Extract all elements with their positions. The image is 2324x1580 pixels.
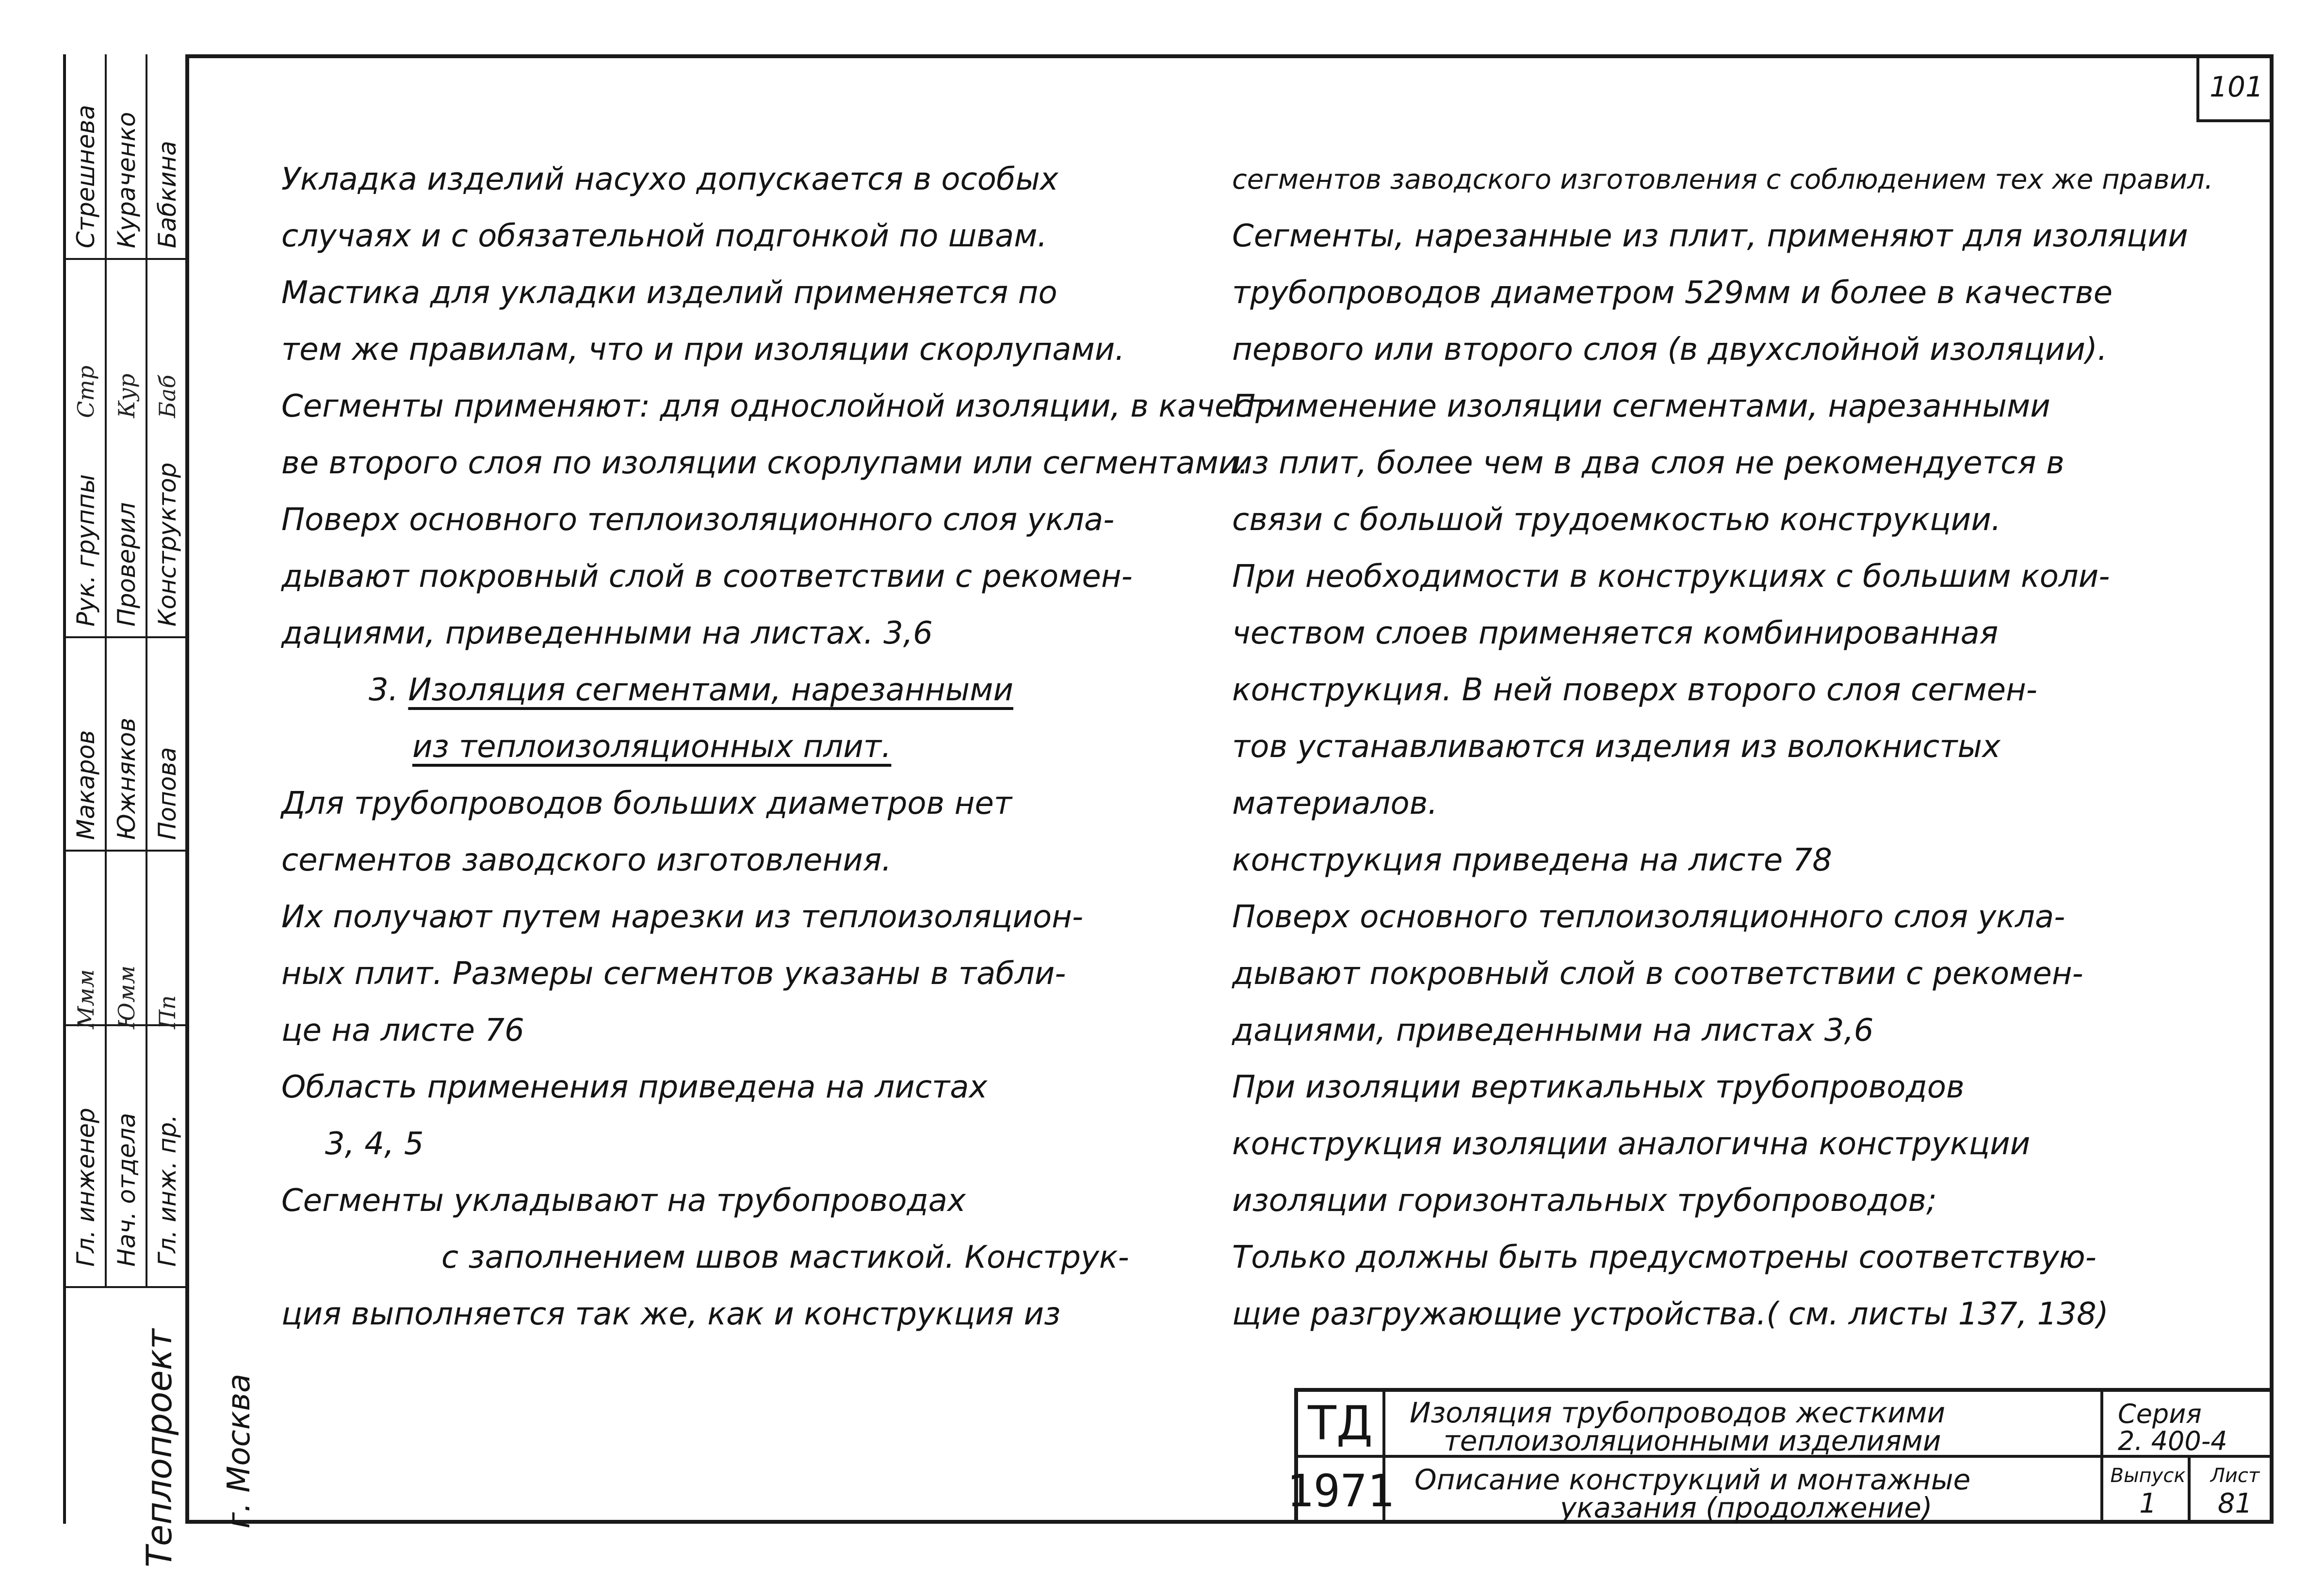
stamp-name: Попова: [153, 747, 181, 840]
stamp-role: Конструктор: [153, 462, 181, 627]
text-line: конструкция изоляции аналогична конструкции: [1232, 1126, 2031, 1162]
issue-label: Выпуск: [2110, 1465, 2186, 1487]
sheet-value: 81: [2217, 1488, 2253, 1519]
text-line: ция выполняется так же, как и конструкция из: [281, 1296, 1061, 1332]
text-line: случаях и с обязательной подгонкой по швам.: [281, 218, 1047, 254]
text-line: Мастика для укладки изделий применяется по: [281, 275, 1057, 311]
title-line-2: теплоизоляционными изделиями: [1444, 1424, 1941, 1457]
text-line: дывают покровный слой в соответствии с рекомен-: [281, 559, 1133, 595]
text-line: При необходимости в конструкциях с большим коли-: [1232, 559, 2110, 595]
left-text-column: [281, 151, 1280, 1343]
text-line: дывают покровный слой в соответствии с рекомен-: [1232, 956, 2083, 992]
document-year: 1971: [1298, 1458, 1385, 1524]
stamp-role: Нач. отдела: [113, 1112, 141, 1267]
text-line: ных плит. Размеры сегментов указаны в табли-: [281, 956, 1066, 992]
text-line: ве второго слоя по изоляции скорлупами или сегментами.: [281, 445, 1249, 481]
stamp-name: Макаров: [72, 730, 100, 840]
stamp-name: Кураченко: [113, 112, 141, 248]
signature: Баб: [154, 374, 180, 418]
stamp-divider: [66, 1286, 188, 1288]
text-line: Для трубопроводов больших диаметров нет: [281, 786, 1012, 822]
stamp-divider: [66, 258, 188, 260]
text-line: конструкция. В ней поверх второго слоя сегмен-: [1232, 672, 2037, 708]
text-line: Сегменты применяют: для однослойной изоляции, в качест-: [281, 388, 1280, 424]
stamp-role: Гл. инж. пр.: [153, 1114, 181, 1267]
stamp-role: Проверил: [113, 502, 141, 627]
section-title-line2: из теплоизоляционных плит.: [412, 729, 892, 765]
stamp-role: Гл. инженер: [72, 1108, 100, 1267]
text-line: сегментов заводского изготовления с соблюдением тех же правил.: [1232, 164, 2213, 195]
text-line: дациями, приведенными на листах. 3,6: [281, 615, 933, 651]
text-line: из плит, более чем в два слоя не рекомендуется в: [1232, 445, 2064, 481]
sheet-cell: [2191, 1458, 2274, 1524]
stamp-name: Стрешнева: [72, 105, 100, 248]
stamp-name: Бабкина: [153, 141, 181, 248]
section-title-line1: Изоляция сегментами, нарезанными: [408, 672, 1014, 708]
stamp-role: Рук. группы: [72, 474, 100, 627]
signature: Стр: [73, 365, 99, 418]
series-cell: [2103, 1392, 2274, 1458]
stamp-divider: [66, 636, 188, 638]
document-subtitle: [1385, 1458, 2103, 1524]
title-block: [1286, 1388, 2274, 1524]
text-line: материалов.: [1232, 786, 1438, 822]
text-line: щие разгружающие устройства.( см. листы 137, 138): [1232, 1296, 2109, 1332]
text-line: связи с большой трудоемкостью конструкции.: [1232, 502, 2001, 538]
text-line: 3, 4, 5: [325, 1126, 424, 1162]
title-line-1: Изоляция трубопроводов жесткими: [1410, 1396, 1946, 1429]
text-line: сегментов заводского изготовления.: [281, 842, 892, 878]
text-line: Область применения приведена на листах: [281, 1069, 988, 1105]
signature: Кур: [114, 373, 140, 418]
signature: Ммм: [73, 969, 99, 1029]
text-line: чеством слоев применяется комбинированная: [1232, 615, 1999, 651]
section-number: 3.: [369, 672, 399, 708]
approval-stamp: [63, 54, 257, 1567]
issue-cell: [2103, 1458, 2191, 1524]
text-line: с заполнением швов мастикой. Конструк-: [441, 1240, 1129, 1275]
text-line: дациями, приведенными на листах 3,6: [1232, 1013, 1874, 1048]
stamp-name: Южняков: [113, 717, 141, 840]
text-line: первого или второго слоя (в двухслойной изоляции).: [1232, 332, 2108, 368]
text-line: Поверх основного теплоизоляционного слоя укла-: [1232, 899, 2065, 935]
text-line: Сегменты, нарезанные из плит, применяют для изоляции: [1232, 218, 2188, 254]
subtitle-line-2: указания (продолжение): [1560, 1491, 1933, 1524]
text-line: Их получают путем нарезки из теплоизоляцион-: [281, 899, 1084, 935]
text-line: Применение изоляции сегментами, нарезанными: [1232, 388, 2050, 424]
page-number: 101: [2196, 54, 2274, 122]
text-line: При изоляции вертикальных трубопроводов: [1232, 1069, 1965, 1105]
series-label: Серия: [2118, 1399, 2202, 1429]
text-line: тов устанавливаются изделия из волокнистых: [1232, 729, 2000, 765]
section-heading: [281, 662, 1174, 719]
organization-name: Теплопроект: [139, 1329, 179, 1567]
text-line: це на листе 76: [281, 1013, 524, 1048]
issue-value: 1: [2139, 1488, 2157, 1519]
subtitle-line-1: Описание конструкций и монтажные: [1414, 1463, 1971, 1496]
text-line: конструкция приведена на листе 78: [1232, 842, 1832, 878]
sheet-label: Лист: [2210, 1465, 2260, 1487]
text-line: тем же правилам, что и при изоляции скорлупами.: [281, 332, 1125, 368]
signature: Юмм: [114, 965, 140, 1029]
right-text-column: [1232, 151, 2213, 1343]
text-line: Только должны быть предусмотрены соответствую-: [1232, 1240, 2096, 1275]
document-code: ТД: [1298, 1392, 1385, 1458]
series-value: 2. 400-4: [2118, 1426, 2227, 1456]
text-line: Поверх основного теплоизоляционного слоя укла-: [281, 502, 1115, 538]
stamp-divider: [66, 850, 188, 852]
text-line: Укладка изделий насухо допускается в особых: [281, 161, 1058, 197]
document-title: [1385, 1392, 2103, 1458]
organization-city: г. Москва: [221, 1373, 257, 1529]
signature: Пп: [154, 995, 180, 1029]
text-line: изоляции горизонтальных трубопроводов;: [1232, 1183, 1937, 1219]
text-line: Сегменты укладывают на трубопроводах: [281, 1183, 966, 1219]
text-line: трубопроводов диаметром 529мм и более в качестве: [1232, 275, 2113, 311]
